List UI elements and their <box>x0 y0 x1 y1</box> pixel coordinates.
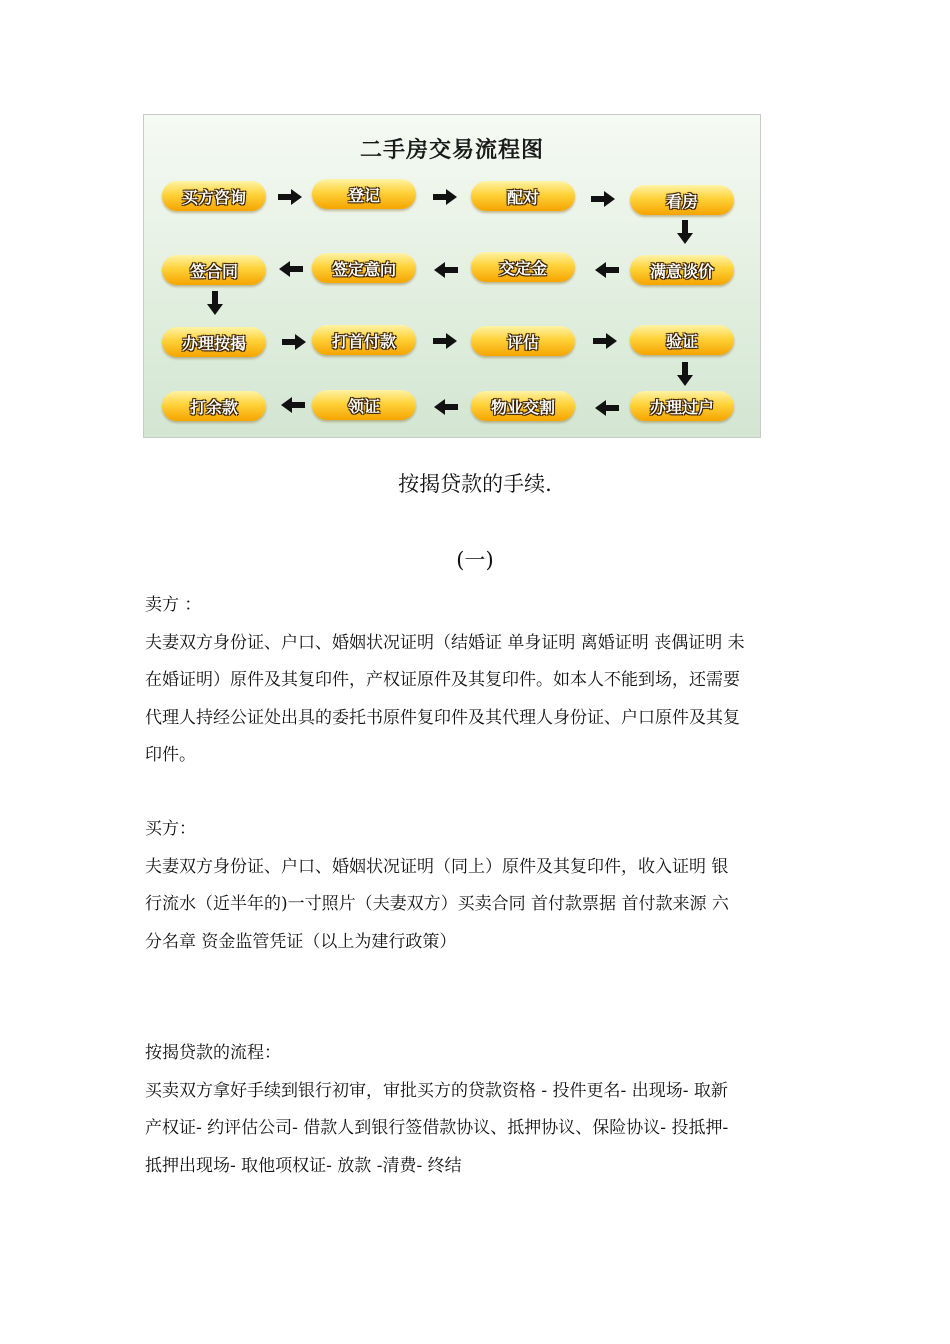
seller-line: 在婚证明）原件及其复印件，产权证原件及其复印件。如本人不能到场，还需要 <box>145 670 740 690</box>
arrow-right-icon <box>433 333 457 349</box>
flow-step-buyer-consult: 买方咨询 <box>162 181 266 211</box>
flow-step-appraisal: 评估 <box>471 326 575 356</box>
flow-step-intent: 签定意向 <box>312 253 416 283</box>
seller-line: 代理人持经公证处出具的委托书原件复印件及其代理人身份证、户口原件及其复 <box>145 707 740 728</box>
buyer-section <box>145 811 810 961</box>
arrow-down-icon <box>677 220 693 244</box>
process-line: 抵押出现场- 取他项权证- 放款 -清费- 终结 <box>145 1155 462 1176</box>
flow-step-view-house: 看房 <box>630 185 734 215</box>
seller-label: 卖方 ： <box>145 595 202 615</box>
seller-section <box>145 587 810 775</box>
arrow-right-icon <box>433 189 457 205</box>
document-heading: 按揭贷款的手续. <box>398 472 552 496</box>
flow-chart-figure <box>143 114 761 438</box>
arrow-down-icon <box>207 291 223 315</box>
flow-step-verify: 验证 <box>630 325 734 355</box>
arrow-left-icon <box>434 262 458 278</box>
seller-line: 印件。 <box>145 745 196 765</box>
flow-step-contract: 签合同 <box>162 255 266 285</box>
arrow-left-icon <box>595 262 619 278</box>
buyer-line: 夫妻双方身份证、户口、婚姻状况证明（同上）原件及其复印件，收入证明 银 <box>145 856 729 877</box>
arrow-right-icon <box>591 191 615 207</box>
flow-step-get-certificate: 领证 <box>312 390 416 420</box>
buyer-label: 买方： <box>145 819 196 839</box>
flow-step-down-payment: 打首付款 <box>312 325 416 355</box>
flow-step-transfer: 办理过户 <box>630 391 734 421</box>
arrow-right-icon <box>278 189 302 205</box>
flow-step-mortgage: 办理按揭 <box>162 327 266 357</box>
flow-step-match: 配对 <box>471 181 575 211</box>
arrow-left-icon <box>595 400 619 416</box>
buyer-line: 分名章 资金监管凭证（以上为建行政策） <box>145 931 457 952</box>
flow-step-property-handover: 物业交割 <box>471 391 575 421</box>
flow-step-balance: 打余款 <box>162 391 266 421</box>
flow-step-register: 登记 <box>312 179 416 209</box>
flow-step-deposit: 交定金 <box>471 252 575 282</box>
arrow-left-icon <box>279 261 303 277</box>
flow-step-negotiate: 满意谈价 <box>630 255 734 285</box>
seller-line: 夫妻双方身份证、户口、婚姻状况证明（结婚证 单身证明 离婚证明 丧偶证明 未 <box>145 632 745 653</box>
arrow-left-icon <box>281 397 305 413</box>
process-label: 按揭贷款的流程： <box>145 1043 281 1063</box>
arrow-left-icon <box>434 399 458 415</box>
arrow-right-icon <box>593 333 617 349</box>
process-line: 买卖双方拿好手续到银行初审，审批买方的贷款资格 - 投件更名- 出现场- 取新 <box>145 1080 728 1101</box>
process-line: 产权证- 约评估公司- 借款人到银行签借款协议、抵押协议、保险协议- 投抵押- <box>145 1118 729 1138</box>
flow-chart-title: 二手房交易流程图 <box>359 138 544 163</box>
section-number: (一) <box>456 548 494 572</box>
process-section <box>145 1035 810 1185</box>
arrow-right-icon <box>282 334 306 350</box>
arrow-down-icon <box>677 362 693 386</box>
buyer-line: 行流水（近半年的)一寸照片（夫妻双方）买卖合同 首付款票据 首付款来源 六 <box>145 894 729 914</box>
